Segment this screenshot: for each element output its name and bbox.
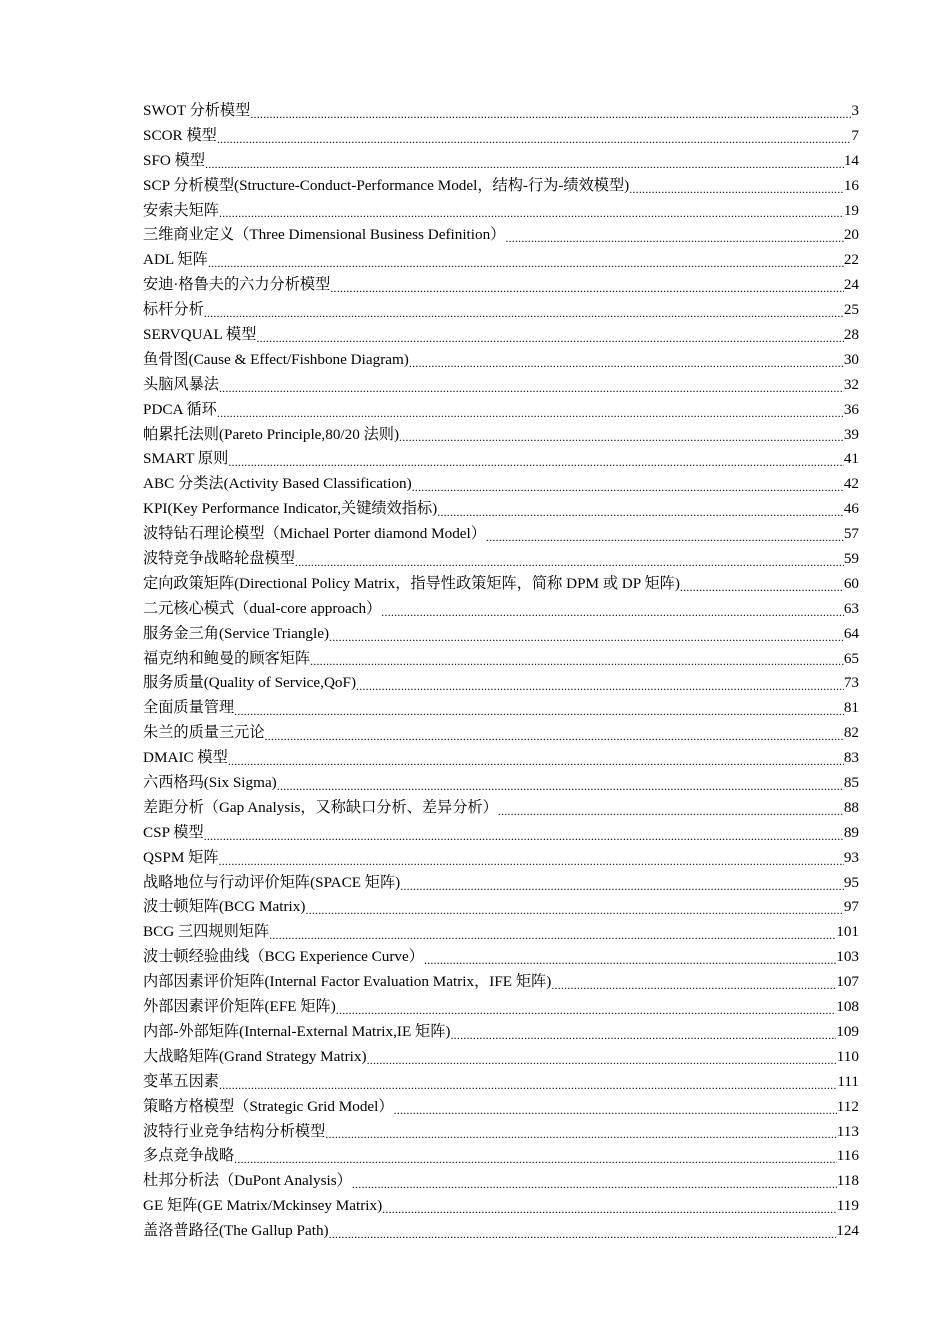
toc-entry-page-number: 46	[843, 500, 859, 518]
toc-entry[interactable]	[143, 547, 859, 572]
toc-entry-title: 内部因素评价矩阵(Internal Factor Evaluation Matrix，IFE 矩阵)	[143, 973, 552, 991]
toc-entry-page-number: 19	[843, 201, 859, 219]
toc-entry[interactable]	[143, 671, 859, 696]
toc-entry-page-number: 41	[843, 450, 859, 468]
toc-entry[interactable]	[143, 1144, 859, 1169]
toc-dot-leader	[204, 298, 844, 323]
toc-entry[interactable]	[143, 696, 859, 721]
toc-entry-page-number: 64	[843, 624, 859, 642]
toc-dot-leader	[219, 373, 844, 398]
toc-entry-title: 二元核心模式（dual-core approach）	[143, 599, 382, 617]
toc-dot-leader	[367, 1045, 837, 1070]
toc-dot-leader	[382, 1194, 837, 1219]
toc-entry[interactable]	[143, 1020, 859, 1045]
toc-entry-title: 波士顿经验曲线（BCG Experience Curve）	[143, 948, 424, 966]
toc-dot-leader	[680, 572, 844, 597]
toc-entry-title: 全面质量管理	[143, 699, 235, 717]
toc-dot-leader	[412, 472, 844, 497]
toc-entry-title: 帕累托法则(Pareto Principle,80/20 法则)	[143, 425, 400, 443]
toc-entry-page-number: 83	[843, 749, 859, 767]
toc-dot-leader	[205, 149, 844, 174]
toc-dot-leader	[219, 846, 844, 871]
toc-entry[interactable]	[143, 149, 859, 174]
toc-entry[interactable]	[143, 1045, 859, 1070]
toc-entry[interactable]	[143, 1070, 859, 1095]
toc-entry-page-number: 103	[836, 948, 859, 966]
toc-entry-page-number: 16	[843, 176, 859, 194]
toc-dot-leader	[325, 1120, 837, 1145]
toc-dot-leader	[228, 746, 844, 771]
toc-dot-leader	[381, 597, 844, 622]
toc-entry-title: ADL 矩阵	[143, 251, 208, 269]
toc-dot-leader	[330, 273, 844, 298]
toc-entry-title: 标杆分析	[143, 301, 204, 319]
toc-entry-page-number: 42	[843, 475, 859, 493]
toc-entry-title: CSP 模型	[143, 823, 204, 841]
toc-entry-page-number: 108	[836, 998, 859, 1016]
toc-dot-leader	[505, 223, 843, 248]
toc-entry-title: 服务金三角(Service Triangle)	[143, 624, 330, 642]
toc-dot-leader	[437, 497, 844, 522]
toc-entry[interactable]	[143, 846, 859, 871]
toc-entry[interactable]	[143, 373, 859, 398]
toc-entry-title: 朱兰的质量三元论	[143, 724, 265, 742]
toc-entry-page-number: 118	[836, 1172, 859, 1190]
toc-entry-page-number: 36	[843, 400, 859, 418]
toc-dot-leader	[352, 1169, 837, 1194]
toc-entry-title: SFO 模型	[143, 151, 206, 169]
toc-dot-leader	[250, 99, 851, 124]
toc-entry[interactable]	[143, 223, 859, 248]
toc-entry-title: ABC 分类法(Activity Based Classification)	[143, 475, 412, 493]
toc-entry[interactable]	[143, 99, 859, 124]
toc-dot-leader	[234, 696, 844, 721]
toc-dot-leader	[217, 124, 852, 149]
toc-dot-leader	[356, 671, 844, 696]
toc-dot-leader	[424, 945, 836, 970]
toc-entry-page-number: 65	[843, 649, 859, 667]
toc-entry-title: 杜邦分析法（DuPont Analysis）	[143, 1172, 352, 1190]
toc-entry[interactable]	[143, 771, 859, 796]
toc-entry-title: 外部因素评价矩阵(EFE 矩阵)	[143, 998, 336, 1016]
toc-entry-title: 定向政策矩阵(Directional Policy Matrix，指导性政策矩阵，简称 DPM 或 DP 矩阵)	[143, 574, 680, 592]
toc-entry[interactable]	[143, 199, 859, 224]
toc-entry-title: SCP 分析模型(Structure-Conduct-Performance Model，结构-行为-绩效模型)	[143, 176, 630, 194]
toc-entry-title: SERVQUAL 模型	[143, 326, 257, 343]
toc-entry-title: 波特行业竞争结构分析模型	[143, 1122, 326, 1140]
toc-dot-leader	[219, 1070, 837, 1095]
toc-dot-leader	[228, 447, 844, 472]
toc-dot-leader	[305, 896, 843, 921]
toc-entry-page-number: 57	[843, 525, 859, 543]
toc-dot-leader	[277, 771, 844, 796]
toc-entry-page-number: 28	[843, 326, 859, 343]
toc-entry-page-number: 107	[836, 973, 859, 991]
toc-entry-title: 策略方格模型（Strategic Grid Model）	[143, 1097, 394, 1115]
toc-entry[interactable]	[143, 472, 859, 497]
toc-entry[interactable]	[143, 572, 859, 597]
toc-entry-title: 三维商业定义（Three Dimensional Business Definition）	[143, 226, 506, 244]
toc-entry[interactable]	[143, 970, 859, 995]
toc-entry[interactable]	[143, 1219, 859, 1244]
toc-entry-title: SWOT 分析模型	[143, 101, 251, 119]
toc-entry-page-number: 110	[836, 1047, 859, 1065]
toc-entry[interactable]	[143, 423, 859, 448]
toc-entry-title: BCG 三四规则矩阵	[143, 923, 270, 941]
toc-entry-page-number: 112	[836, 1097, 859, 1115]
toc-entry[interactable]	[143, 597, 859, 622]
toc-entry[interactable]	[143, 447, 859, 472]
toc-entry[interactable]	[143, 896, 859, 921]
toc-dot-leader	[256, 323, 843, 348]
toc-entry-page-number: 25	[843, 301, 859, 319]
toc-entry-title: 波士顿矩阵(BCG Matrix)	[143, 898, 306, 916]
toc-entry-page-number: 93	[843, 848, 859, 866]
toc-entry[interactable]	[143, 871, 859, 896]
toc-entry[interactable]	[143, 746, 859, 771]
toc-entry-title: 盖洛普路径(The Gallup Path)	[143, 1222, 329, 1240]
toc-entry[interactable]	[143, 348, 859, 373]
toc-entry[interactable]	[143, 522, 859, 547]
toc-dot-leader	[234, 1144, 837, 1169]
toc-dot-leader	[409, 348, 844, 373]
toc-entry-title: 战略地位与行动评价矩阵(SPACE 矩阵)	[143, 873, 401, 891]
toc-dot-leader	[629, 174, 844, 199]
toc-dot-leader	[486, 522, 844, 547]
toc-dot-leader	[336, 995, 836, 1020]
toc-entry-page-number: 88	[843, 798, 859, 816]
toc-entry[interactable]	[143, 920, 859, 945]
toc-entry[interactable]	[143, 796, 859, 821]
toc-entry-page-number: 39	[843, 425, 859, 443]
toc-dot-leader	[310, 647, 844, 672]
toc-dot-leader	[329, 1219, 837, 1244]
toc-entry-title: SMART 原则	[143, 450, 229, 468]
table-of-contents	[143, 99, 859, 1244]
toc-entry-page-number: 101	[836, 923, 859, 941]
toc-entry[interactable]	[143, 174, 859, 199]
toc-entry[interactable]	[143, 1194, 859, 1219]
toc-entry-title: 六西格玛(Six Sigma)	[143, 774, 277, 792]
toc-entry-title: 头脑风暴法	[143, 375, 219, 393]
toc-entry-title: 鱼骨图(Cause & Effect/Fishbone Diagram)	[143, 350, 409, 368]
toc-entry-page-number: 63	[843, 599, 859, 617]
toc-entry-title: 安迪·格鲁夫的六力分析模型	[143, 276, 331, 294]
toc-entry-page-number: 116	[836, 1147, 859, 1165]
toc-dot-leader	[400, 871, 844, 896]
toc-entry[interactable]	[143, 1169, 859, 1194]
toc-entry-page-number: 32	[843, 375, 859, 393]
toc-entry[interactable]	[143, 622, 859, 647]
toc-entry-title: 多点竞争战略	[143, 1147, 235, 1165]
toc-entry-title: 大战略矩阵(Grand Strategy Matrix)	[143, 1047, 367, 1065]
toc-entry[interactable]	[143, 821, 859, 846]
toc-entry-page-number: 3	[851, 101, 859, 119]
toc-entry-page-number: 59	[843, 550, 859, 568]
toc-entry-page-number: 113	[836, 1122, 859, 1140]
toc-entry-title: QSPM 矩阵	[143, 848, 219, 866]
toc-entry-title: DMAIC 模型	[143, 749, 228, 767]
toc-entry[interactable]	[143, 1120, 859, 1145]
toc-entry-title: 波特钻石理论模型（Michael Porter diamond Model）	[143, 525, 486, 543]
toc-dot-leader	[399, 423, 844, 448]
toc-entry-title: PDCA 循环	[143, 400, 217, 418]
toc-entry-page-number: 60	[843, 574, 859, 592]
toc-dot-leader	[450, 1020, 836, 1045]
toc-dot-leader	[265, 721, 844, 746]
toc-entry-title: 波特竞争战略轮盘模型	[143, 550, 295, 568]
toc-dot-leader	[219, 199, 844, 224]
toc-dot-leader	[329, 622, 844, 647]
toc-dot-leader	[498, 796, 844, 821]
toc-entry-page-number: 22	[843, 251, 859, 269]
toc-entry-title: GE 矩阵(GE Matrix/Mckinsey Matrix)	[143, 1197, 383, 1215]
toc-dot-leader	[295, 547, 844, 572]
toc-entry-title: 服务质量(Quality of Service,QoF)	[143, 674, 357, 692]
toc-entry-page-number: 30	[843, 350, 859, 368]
toc-entry-page-number: 82	[843, 724, 859, 742]
toc-entry-page-number: 119	[836, 1197, 859, 1215]
toc-entry-page-number: 7	[851, 126, 859, 144]
toc-entry[interactable]	[143, 721, 859, 746]
toc-entry[interactable]	[143, 1095, 859, 1120]
toc-entry[interactable]	[143, 995, 859, 1020]
toc-entry-page-number: 85	[843, 774, 859, 792]
toc-entry[interactable]	[143, 647, 859, 672]
toc-entry-title: KPI(Key Performance Indicator,关键绩效指标)	[143, 500, 438, 518]
toc-entry-page-number: 24	[843, 276, 859, 294]
toc-entry-title: 福克纳和鲍曼的顾客矩阵	[143, 649, 311, 667]
toc-entry-title: 安索夫矩阵	[143, 201, 219, 219]
toc-entry-page-number: 20	[843, 226, 859, 244]
toc-dot-leader	[208, 248, 844, 273]
toc-dot-leader	[269, 920, 836, 945]
toc-entry[interactable]	[143, 298, 859, 323]
toc-dot-leader	[394, 1095, 837, 1120]
toc-entry-page-number: 14	[843, 151, 859, 169]
toc-entry-page-number: 95	[843, 873, 859, 891]
toc-dot-leader	[204, 821, 844, 846]
toc-entry[interactable]	[143, 124, 859, 149]
toc-entry[interactable]	[143, 398, 859, 423]
toc-entry-title: 内部-外部矩阵(Internal-External Matrix,IE 矩阵)	[143, 1022, 451, 1040]
toc-entry-page-number: 109	[836, 1022, 859, 1040]
toc-entry-page-number: 73	[843, 674, 859, 692]
toc-entry-page-number: 124	[836, 1222, 859, 1240]
toc-entry-page-number: 111	[837, 1072, 859, 1090]
toc-entry[interactable]	[143, 248, 859, 273]
toc-entry-title: SCOR 模型	[143, 126, 217, 144]
toc-entry[interactable]	[143, 945, 859, 970]
toc-entry-page-number: 81	[843, 699, 859, 717]
toc-dot-leader	[217, 398, 844, 423]
toc-entry[interactable]	[143, 273, 859, 298]
toc-entry[interactable]	[143, 323, 859, 348]
toc-dot-leader	[551, 970, 836, 995]
toc-entry[interactable]	[143, 497, 859, 522]
toc-entry-title: 变革五因素	[143, 1072, 219, 1090]
toc-entry-page-number: 89	[843, 823, 859, 841]
toc-entry-page-number: 97	[843, 898, 859, 916]
toc-entry-title: 差距分析（Gap Analysis，又称缺口分析、差异分析）	[143, 798, 498, 816]
